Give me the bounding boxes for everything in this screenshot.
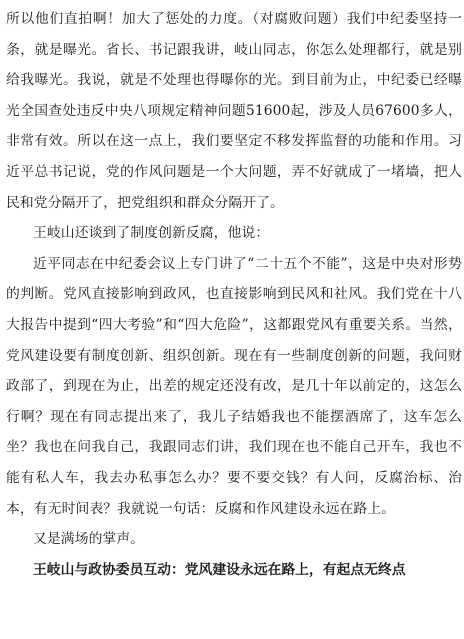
paragraph-institutional-innovation: 近平同志在中纪委会议上专门讲了“二十五个不能”，这是中央对形势的判断。党风直接影响到政风，也直接影响到民风和社风。我们党在十八大报告中提到“四大考验”和“四大危险”，这都跟党风有重要关系。当然，党风建设要有制度创新、组织创新。现在有一些制度创新的问题，我问财政部了，到现在为止，出差的规定还没有改，是几十年以前定的，这怎么行啊？现在有同志提出来了，我儿子结婚我也不能摆酒席了，这车怎么坐？我也在问我自己，我跟同志们讲，我们现在也不能自己开车，我也不能有私人车，我去办私事怎么办？要不要交钱？有人问，反腐治标、治本，有无时间表？我就说一句话：反腐和作风建设永远在路上。: [6, 255, 462, 517]
paragraph-intro: 王岐山还谈到了制度创新反腐，他说：: [33, 225, 270, 242]
image-caption: 王岐山与政协委员互动：党风建设永远在路上，有起点无终点: [33, 561, 406, 578]
paragraph-applause: 又是满场的掌声。: [33, 531, 145, 548]
document-body: [6, 4, 462, 585]
paragraph-disclosure: 所以他们直拍啊！加大了惩处的力度。（对腐败问题）我们中纪委坚持一条，就是曝光。省长、书记跟我讲，岐山同志，你怎么处理都行，就是别给我曝光。我说，就是不处理也得曝你的光。到目前为止，中纪委已经曝光全国查处违反中央八项规定精神问题51600起，涉及人员67600多人，非常有效。所以在这一点上，我们要坚定不移发挥监督的功能和作用。习近平总书记说，党的作风问题是一个大问题，弄不好就成了一堵墙，把人民和党分隔开了，把党组织和群众分隔开了。: [6, 11, 462, 211]
